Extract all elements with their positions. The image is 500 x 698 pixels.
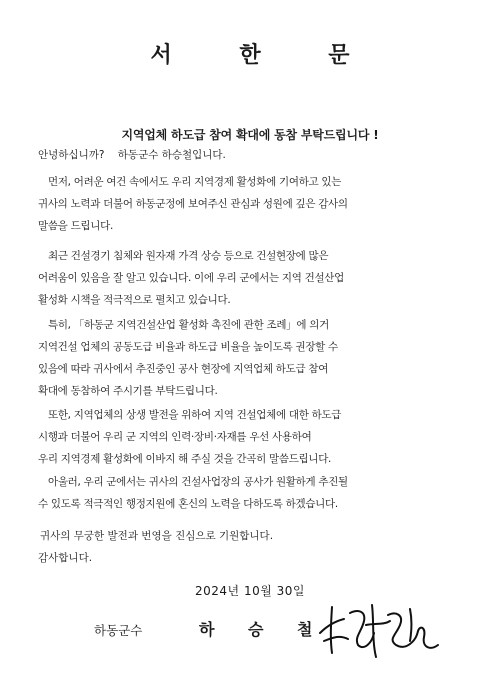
- document-subtitle: 지역업체 하도급 참여 확대에 동참 부탁드립니다 !: [121, 128, 379, 142]
- signer-name: 하 승 철: [199, 620, 327, 639]
- closing-wish: 귀사의 무궁한 발전과 번영을 진심으로 기원합니다.: [40, 530, 274, 542]
- handwritten-signature: [314, 595, 444, 665]
- paragraph-line: 어려움이 있음을 잘 알고 있습니다. 이에 우리 군에서는 지역 건설산업: [38, 272, 344, 284]
- paragraph-1: [38, 171, 470, 237]
- paragraph-line: 수 있도록 적극적인 행정지원에 혼신의 노력을 다하도록 하겠습니다.: [38, 498, 338, 510]
- paragraph-line: 먼저, 어려운 여건 속에서도 우리 지역경제 활성화에 기여하고 있는: [48, 176, 342, 188]
- paragraph-5: [38, 471, 470, 515]
- signature-block: [94, 613, 454, 653]
- paragraph-line: 말씀을 드립니다.: [38, 220, 113, 232]
- greeting-text: 안녕하십니까? 하동군수 하승철입니다.: [38, 149, 226, 161]
- closing-thanks: 감사합니다.: [38, 552, 93, 564]
- paragraph-line: 활성화 시책을 적극적으로 펼치고 있습니다.: [38, 294, 231, 306]
- paragraph-line: 최근 건설경기 침체와 원자재 가격 상승 등으로 건설현장에 많은: [48, 250, 329, 262]
- paragraph-line: 귀사의 노력과 더불어 하동군정에 보여주신 관심과 성원에 깊은 감사의: [38, 198, 348, 210]
- signer-title: 하동군수: [94, 623, 143, 638]
- paragraph-line: 시행과 더불어 우리 군 지역의 인력·장비·자재를 우선 사용하여: [38, 431, 312, 443]
- paragraph-3: [38, 314, 470, 402]
- paragraph-line: 아울러, 우리 군에서는 귀사의 건설사업장의 공사가 원활하게 추진될: [48, 476, 348, 488]
- paragraph-2: [38, 245, 470, 311]
- paragraph-line: 우리 지역경제 활성화에 이바지 해 주실 것을 간곡히 말씀드립니다.: [38, 453, 332, 465]
- paragraph-line: 특히, 「하동군 지역건설산업 활성화 촉진에 관한 조례」에 의거: [48, 319, 329, 331]
- paragraph-4: [38, 404, 470, 470]
- paragraph-line: 또한, 지역업체의 상생 발전을 위하여 지역 건설업체에 대한 하도급: [48, 409, 342, 421]
- paragraph-line: 확대에 동참하여 주시기를 부탁드립니다.: [38, 385, 218, 397]
- paragraph-line: 있음에 따라 귀사에서 추진중인 공사 현장에 지역업체 하도급 참여: [38, 363, 329, 375]
- document-date: 2024년 10월 30일: [195, 584, 305, 598]
- document-title: 서 한 문: [150, 42, 380, 68]
- paragraph-line: 지역건설 업체의 공동도급 비율과 하도급 비율을 높이도록 권장할 수: [38, 341, 338, 353]
